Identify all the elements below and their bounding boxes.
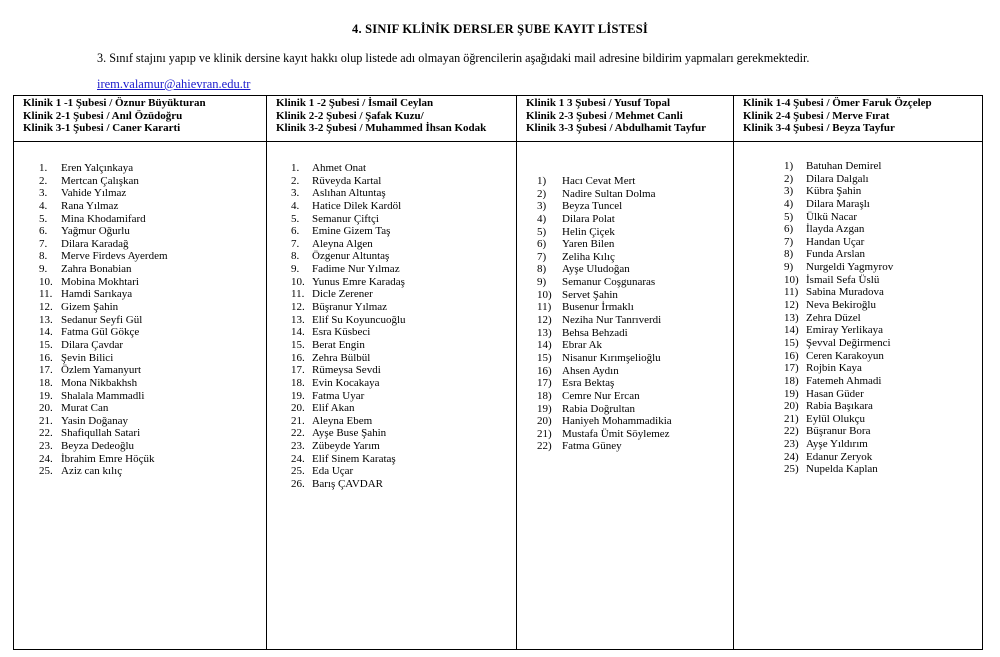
student-name: Özgenur Altuntaş	[312, 250, 390, 263]
student-name: Şevin Bilici	[61, 351, 114, 364]
item-number: 2)	[784, 172, 794, 185]
student-name: Hasan Güder	[806, 387, 864, 400]
column-3	[516, 96, 733, 649]
item-number: 11)	[784, 286, 799, 299]
student-name: Yaren Bilen	[562, 238, 615, 251]
item-number: 13)	[784, 311, 799, 324]
item-number: 4.	[291, 199, 300, 212]
section-header: Klinik 1 -1 Şubesi / Öznur Büyükturan	[23, 97, 206, 109]
item-number: 25)	[784, 463, 799, 476]
item-number: 19)	[784, 387, 799, 400]
item-number: 6)	[537, 238, 547, 251]
student-name: Ayşe Yıldırım	[806, 438, 868, 451]
section-header: Klinik 2-3 Şubesi / Mehmet Canli	[526, 109, 683, 122]
student-name: Emine Gizem Taş	[312, 225, 391, 238]
item-number: 12)	[537, 314, 552, 327]
item-number: 22)	[784, 425, 799, 438]
item-number: 14)	[784, 324, 799, 337]
item-number: 19.	[39, 389, 53, 402]
column-4	[733, 96, 982, 649]
item-number: 25.	[39, 465, 53, 478]
item-number: 12.	[39, 301, 53, 314]
item-number: 8.	[291, 250, 300, 263]
student-name: Neva Bekiroğlu	[806, 299, 876, 312]
item-number: 16)	[784, 349, 799, 362]
student-name: Ayşe Uludoğan	[562, 263, 630, 276]
student-name: Fatma Gül Gökçe	[61, 326, 140, 339]
item-number: 18)	[537, 389, 552, 402]
student-name: Evin Kocakaya	[312, 376, 380, 389]
section-header: Klinik 3-3 Şubesi / Abdulhamit Tayfur	[526, 122, 707, 134]
student-name: Kübra Şahin	[806, 185, 862, 198]
student-name: Mustafa Ümit Söylemez	[562, 427, 670, 440]
item-number: 13)	[537, 326, 552, 339]
student-name: Büşranur Bora	[806, 425, 871, 438]
student-name: Hatice Dilek Kardöl	[312, 199, 402, 212]
student-name: İsmail Sefa Üslü	[806, 273, 880, 286]
section-header: Klinik 3-2 Şubesi / Muhammed İhsan Kodak	[276, 122, 487, 134]
email-link[interactable]: irem.valamur@ahievran.edu.tr	[97, 77, 251, 91]
student-name: İlayda Azgan	[806, 223, 865, 236]
item-number: 10.	[39, 275, 53, 288]
student-name: Eylül Olukçu	[806, 412, 865, 425]
student-name: Rojbin Kaya	[806, 362, 862, 375]
item-number: 14.	[39, 326, 53, 339]
item-number: 13.	[291, 313, 305, 326]
student-name: Yunus Emre Karadaş	[312, 275, 405, 288]
section-header: Klinik 2-1 Şubesi / Anıl Özüdoğru	[23, 109, 183, 122]
column-2	[266, 96, 516, 649]
column-2-header	[267, 96, 516, 135]
item-number: 15.	[291, 338, 305, 351]
item-number: 8)	[784, 248, 794, 261]
student-name: Ahmet Onat	[312, 162, 367, 174]
item-number: 9.	[291, 263, 300, 276]
student-name: Fatma Güney	[562, 440, 622, 453]
item-number: 6.	[39, 225, 48, 238]
student-name: Behsa Behzadi	[562, 326, 628, 339]
student-name: Beyza Tuncel	[562, 200, 623, 213]
student-name: Ayşe Buse Şahin	[312, 427, 387, 440]
item-number: 17)	[537, 377, 552, 390]
student-name: Dilara Çavdar	[61, 338, 123, 351]
item-number: 21.	[39, 414, 53, 427]
item-number: 2.	[291, 174, 300, 187]
item-number: 3.	[291, 187, 300, 200]
item-number: 23.	[291, 440, 305, 453]
item-number: 20)	[784, 400, 799, 413]
item-number: 1)	[537, 175, 547, 187]
item-number: 15)	[537, 351, 552, 364]
student-name: Dilara Polat	[562, 212, 615, 225]
item-number: 26.	[291, 478, 305, 491]
student-name: Eda Uçar	[312, 465, 354, 478]
section-header: Klinik 3-4 Şubesi / Beyza Tayfur	[743, 122, 895, 134]
item-number: 10.	[291, 275, 305, 288]
student-name: Özlem Yamanyurt	[61, 364, 142, 377]
item-number: 2.	[39, 174, 48, 187]
item-number: 22.	[39, 427, 53, 440]
item-number: 14.	[291, 326, 305, 339]
column-1-header	[14, 96, 266, 135]
intro-text: 3. Sınıf stajını yapıp ve klinik dersine kayıt hakkı olup listede adı olmayan öğrencilerin aşağıdaki mail adresine bildirim yapmaları gerekmektedir.	[97, 51, 810, 65]
item-number: 4.	[39, 199, 48, 212]
item-number: 20)	[537, 415, 552, 428]
item-number: 9.	[39, 263, 48, 276]
item-number: 5.	[39, 212, 48, 225]
item-number: 25.	[291, 465, 305, 478]
item-number: 16)	[537, 364, 552, 377]
section-header: Klinik 1-4 Şubesi / Ömer Faruk Özçelep	[743, 97, 932, 109]
item-number: 11.	[39, 288, 53, 301]
student-name: Mona Nikbakhsh	[61, 376, 138, 389]
item-number: 15.	[39, 338, 53, 351]
student-name: Elif Akan	[312, 402, 355, 415]
student-name: Esra Küsbeci	[312, 326, 371, 339]
item-number: 23.	[39, 440, 53, 453]
item-number: 8)	[537, 263, 547, 276]
student-name: Sedanur Seyfi Gül	[61, 313, 143, 326]
item-number: 13.	[39, 313, 53, 326]
student-name: Funda Arslan	[806, 248, 865, 261]
item-number: 12)	[784, 299, 799, 312]
student-name: Zübeyde Yarım	[312, 440, 380, 453]
item-number: 10)	[784, 273, 799, 286]
student-name: Dilara Karadağ	[61, 237, 129, 250]
item-number: 16.	[291, 351, 305, 364]
item-number: 11)	[537, 301, 552, 314]
student-name: Nurgeldi Yagmyrov	[806, 261, 894, 274]
student-name: Ebrar Ak	[562, 339, 603, 352]
student-name: Mina Khodamifard	[61, 212, 146, 225]
item-number: 9)	[537, 276, 547, 289]
item-number: 11.	[291, 288, 305, 301]
student-name: Nadire Sultan Dolma	[562, 187, 656, 200]
student-name: Zeliha Kılıç	[562, 250, 615, 263]
student-name: Vahide Yılmaz	[61, 187, 127, 200]
item-number: 12.	[291, 301, 305, 314]
student-name: Mobina Mokhtari	[61, 275, 139, 288]
item-number: 23)	[784, 438, 799, 451]
student-name: Emiray Yerlikaya	[806, 324, 883, 337]
item-number: 5)	[537, 225, 547, 238]
student-name: Gizem Şahin	[61, 301, 119, 314]
item-number: 17.	[39, 364, 53, 377]
item-number: 24.	[291, 452, 305, 465]
student-name: Beyza Dedeoğlu	[61, 440, 134, 453]
student-name: Cemre Nur Ercan	[562, 389, 640, 402]
student-name: Aslıhan Altuntaş	[312, 187, 386, 200]
student-name: Shalala Mammadli	[61, 389, 145, 402]
student-name: Edanur Zeryok	[806, 450, 873, 463]
student-name: Elif Su Koyuncuoğlu	[312, 313, 406, 326]
item-number: 14)	[537, 339, 552, 352]
student-name: Ceren Karakoyun	[806, 349, 884, 362]
item-number: 15)	[784, 336, 799, 349]
student-name: Büşranur Yılmaz	[312, 301, 388, 314]
item-number: 18)	[784, 374, 799, 387]
item-number: 19.	[291, 389, 305, 402]
student-name: Berat Engin	[312, 338, 365, 351]
student-name: Rümeysa Sevdi	[312, 364, 381, 377]
student-name: Nupelda Kaplan	[806, 463, 878, 476]
section-header: Klinik 1 -2 Şubesi / İsmail Ceylan	[276, 97, 434, 109]
item-number: 22)	[537, 440, 552, 453]
item-number: 7.	[39, 237, 48, 250]
item-number: 1)	[784, 160, 794, 172]
student-name: Aziz can kılıç	[61, 465, 123, 478]
student-name: Murat Can	[61, 402, 109, 415]
student-name: Aleyna Algen	[312, 237, 373, 250]
item-number: 5.	[291, 212, 300, 225]
student-name: Mertcan Çalışkan	[61, 174, 139, 187]
item-number: 4)	[784, 197, 794, 210]
student-name: Dicle Zerener	[312, 288, 373, 301]
item-number: 7.	[291, 237, 300, 250]
item-number: 17.	[291, 364, 305, 377]
item-number: 3)	[537, 200, 547, 213]
student-name: Hacı Cevat Mert	[562, 175, 636, 187]
student-name: Busenur İrmaklı	[562, 301, 634, 314]
item-number: 10)	[537, 288, 552, 301]
student-name: Nisanur Kırımşelioğlu	[562, 351, 661, 364]
student-name: Servet Şahin	[562, 288, 618, 301]
student-name: Rabia Başıkara	[806, 400, 873, 413]
item-number: 5)	[784, 210, 794, 223]
student-name: Esra Bektaş	[562, 377, 615, 390]
student-name: Rana Yılmaz	[61, 199, 119, 212]
student-name: Dilara Dalgalı	[806, 172, 869, 185]
student-name: Yasin Doğanay	[61, 414, 129, 427]
section-header: Klinik 2-4 Şubesi / Merve Fırat	[743, 109, 890, 122]
student-name: İbrahim Emre Höçük	[61, 452, 155, 465]
student-name: Aleyna Ebem	[312, 414, 373, 427]
item-number: 24.	[39, 452, 53, 465]
section-header: Klinik 2-2 Şubesi / Şafak Kuzu/	[276, 109, 424, 122]
student-name: Semanur Coşgunaras	[562, 276, 656, 289]
student-name: Semanur Çiftçi	[312, 212, 379, 225]
column-3-header	[517, 96, 733, 135]
section-header: Klinik 1 3 Şubesi / Yusuf Topal	[526, 97, 671, 109]
student-name: Rüveyda Kartal	[312, 174, 382, 187]
item-number: 3.	[39, 187, 48, 200]
student-name: Haniyeh Mohammadikia	[562, 415, 672, 428]
column-1	[14, 96, 266, 649]
student-name: Ahsen Aydın	[562, 364, 619, 377]
item-number: 18.	[39, 376, 53, 389]
student-name: Helin Çiçek	[562, 225, 615, 238]
student-name: Barış ÇAVDAR	[312, 478, 384, 491]
student-name: Fatma Uyar	[312, 389, 365, 402]
student-name: Hamdi Sarıkaya	[61, 288, 133, 301]
student-name: Şevval Değirmenci	[806, 336, 891, 349]
item-number: 21)	[784, 412, 799, 425]
student-name: Dilara Maraşlı	[806, 197, 870, 210]
item-number: 19)	[537, 402, 552, 415]
item-number: 1.	[291, 162, 300, 174]
item-number: 6.	[291, 225, 300, 238]
item-number: 21)	[537, 427, 552, 440]
student-name: Eren Yalçınkaya	[61, 162, 134, 174]
student-name: Zahra Bonabian	[61, 263, 132, 276]
student-name: Ülkü Nacar	[806, 210, 858, 223]
student-name: Sabina Muradova	[806, 286, 884, 299]
student-name: Neziha Nur Tanrıverdi	[562, 314, 662, 327]
student-name: Fadime Nur Yılmaz	[312, 263, 400, 276]
item-number: 20.	[39, 402, 53, 415]
item-number: 9)	[784, 261, 794, 274]
enrollment-table	[13, 95, 983, 650]
student-name: Handan Uçar	[806, 235, 865, 248]
student-name: Rabia Doğrultan	[562, 402, 636, 415]
item-number: 1.	[39, 162, 48, 174]
item-number: 6)	[784, 223, 794, 236]
student-name: Zehra Bülbül	[312, 351, 371, 364]
item-number: 22.	[291, 427, 305, 440]
student-name: Zehra Düzel	[806, 311, 861, 324]
item-number: 21.	[291, 414, 305, 427]
student-name: Merve Firdevs Ayerdem	[61, 250, 168, 263]
section-header: Klinik 3-1 Şubesi / Caner Kararti	[23, 122, 181, 134]
student-name: Yağmur Oğurlu	[61, 225, 130, 238]
student-name: Fatemeh Ahmadi	[806, 374, 882, 387]
item-number: 16.	[39, 351, 53, 364]
item-number: 18.	[291, 376, 305, 389]
student-name: Elif Sinem Karataş	[312, 452, 396, 465]
item-number: 24)	[784, 450, 799, 463]
student-name: Shafiqullah Satari	[61, 427, 141, 440]
item-number: 17)	[784, 362, 799, 375]
item-number: 7)	[784, 235, 794, 248]
item-number: 7)	[537, 250, 547, 263]
item-number: 4)	[537, 212, 547, 225]
item-number: 2)	[537, 187, 547, 200]
column-4-header	[734, 96, 982, 135]
page-title: 4. SINIF KLİNİK DERSLER ŞUBE KAYIT LİSTESİ	[352, 22, 648, 36]
item-number: 20.	[291, 402, 305, 415]
student-name: Batuhan Demirel	[806, 160, 882, 172]
item-number: 8.	[39, 250, 48, 263]
item-number: 3)	[784, 185, 794, 198]
